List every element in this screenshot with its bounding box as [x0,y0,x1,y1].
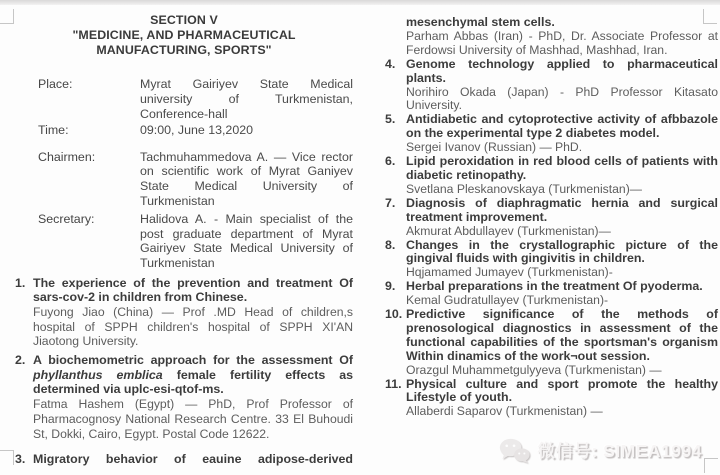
item-number: 5. [385,112,396,127]
page-corner-mark-bottom-right [704,458,718,473]
section-title-line3: MANUFACTURING, SPORTS" [96,42,272,57]
meta-row-time [38,123,353,138]
item-number: 10. [385,307,403,322]
item-number: 7. [385,195,396,210]
right-agenda-list [385,16,718,419]
item-number: 9. [385,279,396,294]
item-speaker: Svetlana Pleskanovskaya (Turkmenistan)— [406,181,642,196]
agenda-item [385,58,718,114]
item-title: Lipid peroxidation in red blood cells of patients with diabetic retinopathy. [406,154,718,182]
agenda-item [15,353,353,441]
item-speaker: Akmurat Abdullayev (Turkmenistan)— [406,223,611,238]
agenda-item [15,276,353,350]
chairmen-label: Chairmen: [38,149,96,164]
item-number: 4. [385,56,396,71]
page-corner-mark-top-left [0,9,14,24]
agenda-item [15,452,353,467]
item-title: Genome technology applied to pharmaceutical plants. [406,56,718,85]
item-speaker: Fuyong Jiao (China) — Prof .MD Head of children,s hospital of SPPH children's hospital of SPPH XI'AN Jiaotong University. [33,304,353,349]
item-speaker: Allaberdi Saparov (Turkmenistan) — [406,404,603,419]
agenda-item [385,113,718,155]
item-speaker: Hqjamamed Jumayev (Turkmenistan)- [406,265,613,280]
section-title [15,13,353,57]
place-value: Myrat Gairiyev State Medical university of Turkmenistan, Conference-hall [140,77,353,121]
item-speaker: Sergei Ivanov (Russian) — PhD. [406,140,583,155]
item-speaker: Parham Abbas (Iran) - PhD, Dr. Associate Professor at Ferdowsi University of Mashhad, Mashhad, Iran. [406,28,718,57]
left-agenda-list [15,276,353,467]
page-corner-mark-bottom-left [0,450,14,465]
right-column [385,16,718,419]
item-title: The experience of the prevention and treatment Of sars-cov-2 in children from Chinese. [33,275,353,305]
item-title: A biochemometric approach for the assessment Of phyllanthus emblica female fertility effects as determined via uplc-esi-qtof-ms. [33,353,353,397]
item-speaker: Norihiro Okada (Japan) - PhD Professor Kitasato University. [406,84,718,113]
item-number: 1. [15,275,26,290]
watermark [499,437,702,464]
item-number: 11. [385,376,402,391]
agenda-item [385,280,718,308]
time-label: Time: [38,123,69,138]
chairmen-value: Tachmuhammedova A. — Vice rector on scientific work of Myrat Ganiyev State Medical University of Turkmenistan [140,149,353,208]
meta-row-secretary [38,212,353,270]
section-title-line1: SECTION V [150,13,218,27]
secretary-label: Secretary: [38,212,95,227]
item-number: 8. [385,237,396,252]
item-title: Herbal preparations in the treatment Of pyoderma. [406,279,703,294]
item-title: Predictive significance of the methods of prenosological diagnostics in assessment of the functional capabilities of the sportsman's organism Within dinamics of the work¬out session. [406,307,718,363]
page-top-edge [0,0,720,5]
item-number: 3. [15,452,26,467]
item-number: 2. [15,353,26,368]
wechat-icon [499,437,530,464]
time-value: 09:00, June 13,2020 [140,123,253,138]
meta-row-place [38,77,353,121]
item-title: Changes in the crystallographic picture of the gingival fluids with gingivitis in children. [406,237,718,266]
item-title: Migratory behavior of eauine adipose-derived [33,452,353,467]
item-speaker: Fatma Hashem (Egypt) — PhD, Prof Professor of Pharmacognosy National Research Centre. 33 El Buhoudi St, Dokki, Cairo, Egypt. Postal Code 12622. [33,397,353,441]
item-title: Diagnosis of diaphragmatic hernia and surgical treatment improvement. [406,195,718,224]
item-speaker: Orazgul Muhammetgulyyeva (Turkmenistan) — [406,362,662,377]
agenda-item [385,155,718,197]
agenda-item [385,308,718,378]
session-meta [15,77,353,270]
agenda-item [385,378,718,420]
item-title: Antidiabetic and cytoprotective activity of afbbazole on the experimental type 2 diabetes model. [406,112,718,141]
section-title-line2: "MEDICINE, AND PHARMACEUTICAL [72,27,296,42]
place-label: Place: [38,77,73,92]
secretary-value: Halidova A. - Main specialist of the post graduate department of Myrat Gairiyev State Medical University of Turkmenistan [140,212,353,270]
meta-row-chairmen [38,150,353,208]
agenda-item [385,239,718,281]
item-number: 6. [385,154,396,169]
item-speaker: Kemal Gudratullayev (Turkmenistan)- [406,293,609,308]
item-title: mesenchymal stem cells. [406,15,555,29]
item-title: Physical culture and sport promote the healthy Lifestyle of youth. [406,376,718,405]
left-column [15,13,353,467]
watermark-text: 微信号: SIMEA1994 [537,441,702,461]
agenda-item [385,197,718,239]
agenda-item [385,16,718,58]
